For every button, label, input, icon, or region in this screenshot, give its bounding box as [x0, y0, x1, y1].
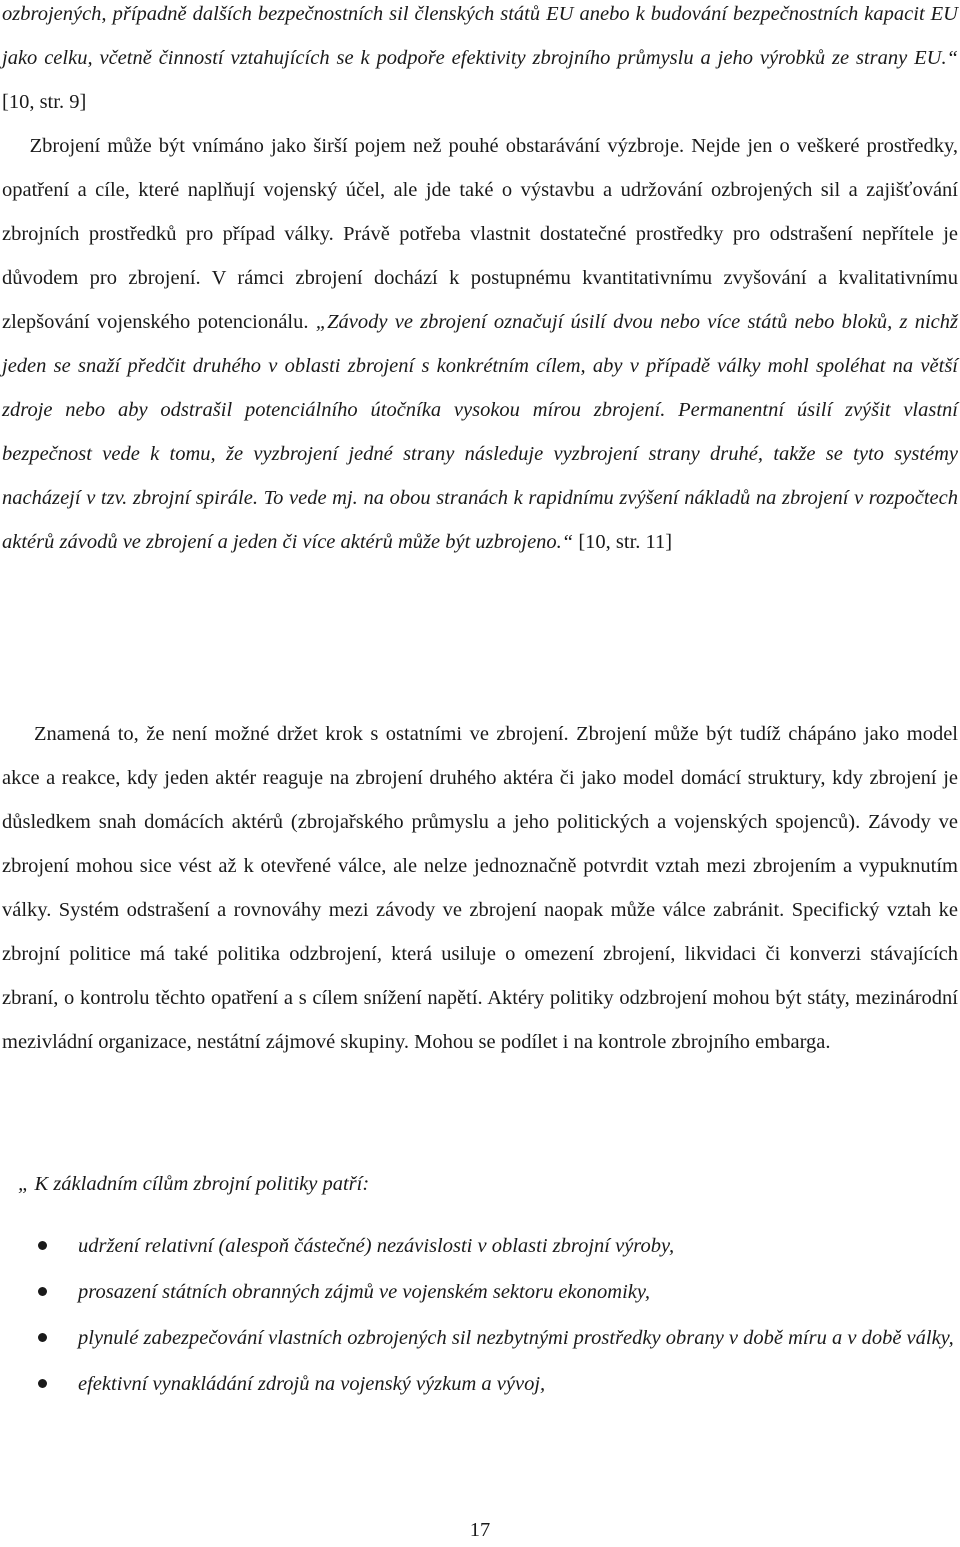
paragraph-body: Znamená to, že není možné držet krok s ostatními ve zbrojení. Zbrojení může být tudíž chápáno jako model akce a reakce, kdy jeden aktér reaguje na zbrojení druhého aktéra či jako model domácí struktury, kdy zbrojení je důsledkem snah domácích aktérů (zbrojařského průmyslu a jeho politických a vojenských spojenců). Závody ve zbrojení mohou sice vést až k otevřené válce, ale nelze jednoznačně potvrdit vztah mezi zbrojením a vypuknutím války. Systém odstrašení a rovnováhy mezi závody ve zbrojení naopak může válce zabránit. Specifický vztah ke zbrojní politice má také politika odzbrojení, která usiluje o omezení zbrojení, likvidaci či konverzi stávajících zbraní, o kontrolu těchto opatření a s cílem snížení napětí. Aktéry politiky odzbrojení mohou být státy, mezinárodní mezivládní organizace, nestátní zájmové skupiny. Mohou se podílet i na kontrole zbrojního embarga. — [2, 723, 958, 1053]
bullet-icon — [38, 1333, 47, 1342]
list-item: plynulé zabezpečování vlastních ozbrojených sil nezbytnými prostředky obrany v době míru a v době války, — [0, 1316, 958, 1360]
list-item: efektivní vynakládání zdrojů na vojenský výzkum a vývoj, — [0, 1362, 958, 1406]
quote-continuation: ozbrojených, případně dalších bezpečnostních sil členských států EU anebo k budování bezpečnostních kapacit EU jako celku, včetně činností vztahujících se k podpoře efektivity zbrojního průmyslu a jeho výrobků ze strany EU.“ — [2, 3, 958, 69]
bullet-icon — [38, 1241, 47, 1250]
list-item: udržení relativní (alespoň částečné) nezávislosti v oblasti zbrojní výroby, — [0, 1224, 958, 1268]
list-intro: „ K základním cílům zbrojní politiky patří: — [18, 1173, 370, 1195]
quote-arms-race: „Závody ve zbrojení označují úsilí dvou nebo více států nebo bloků, z nichž jeden se snaží předčit druhého v oblasti zbrojení s konkrétním cílem, aby v případě války mohl spoléhat na větší zdroje nebo aby odstrašil potenciálního útočníka vysokou mírou zbrojení. Permanentní úsilí zvýšit vlastní bezpečnost vede k tomu, že vyzbrojení jedné strany následuje vyzbrojení strany druhé, takže se tyto systémy nacházejí v tzv. zbrojní spirále. To vede mj. na obou stranách k rapidnímu zvýšení nákladů na zbrojení v rozpočtech aktérů závodů ve zbrojení a jeden či více aktérů může být uzbrojeno.“ — [2, 311, 959, 553]
body-text — [2, 135, 958, 333]
citation-ref: [10, str. 11] — [573, 531, 673, 553]
body-text-lead: Zbrojení může být vnímáno jako širší pojem než pouhé obstarávání výzbroje. Nejde jen o veškeré prostředky, opatření a cíle, které naplňují vojenský účel, ale jde také o výstavbu a udržování ozbrojených sil a zajišťování zbrojních prostředků pro případ války. Právě potřeba vlastnit dostatečné prostředky pro odstrašení nepřítele je důvodem pro zbrojení. V rámci zbrojení dochází k postupnému kvantitativnímu zvyšování a kvalitativnímu zlepšování vojenského potencionálu. — [2, 135, 958, 333]
bullet-icon — [38, 1287, 47, 1296]
bullet-icon — [38, 1379, 47, 1388]
page-number: 17 — [469, 1519, 491, 1541]
paragraph-quote-and-discussion — [2, 0, 958, 564]
citation-ref: [10, str. 9] — [2, 91, 87, 113]
list-item: prosazení státních obranných zájmů ve vojenském sektoru ekonomiky, — [0, 1270, 958, 1314]
goals-list — [0, 1224, 958, 1408]
